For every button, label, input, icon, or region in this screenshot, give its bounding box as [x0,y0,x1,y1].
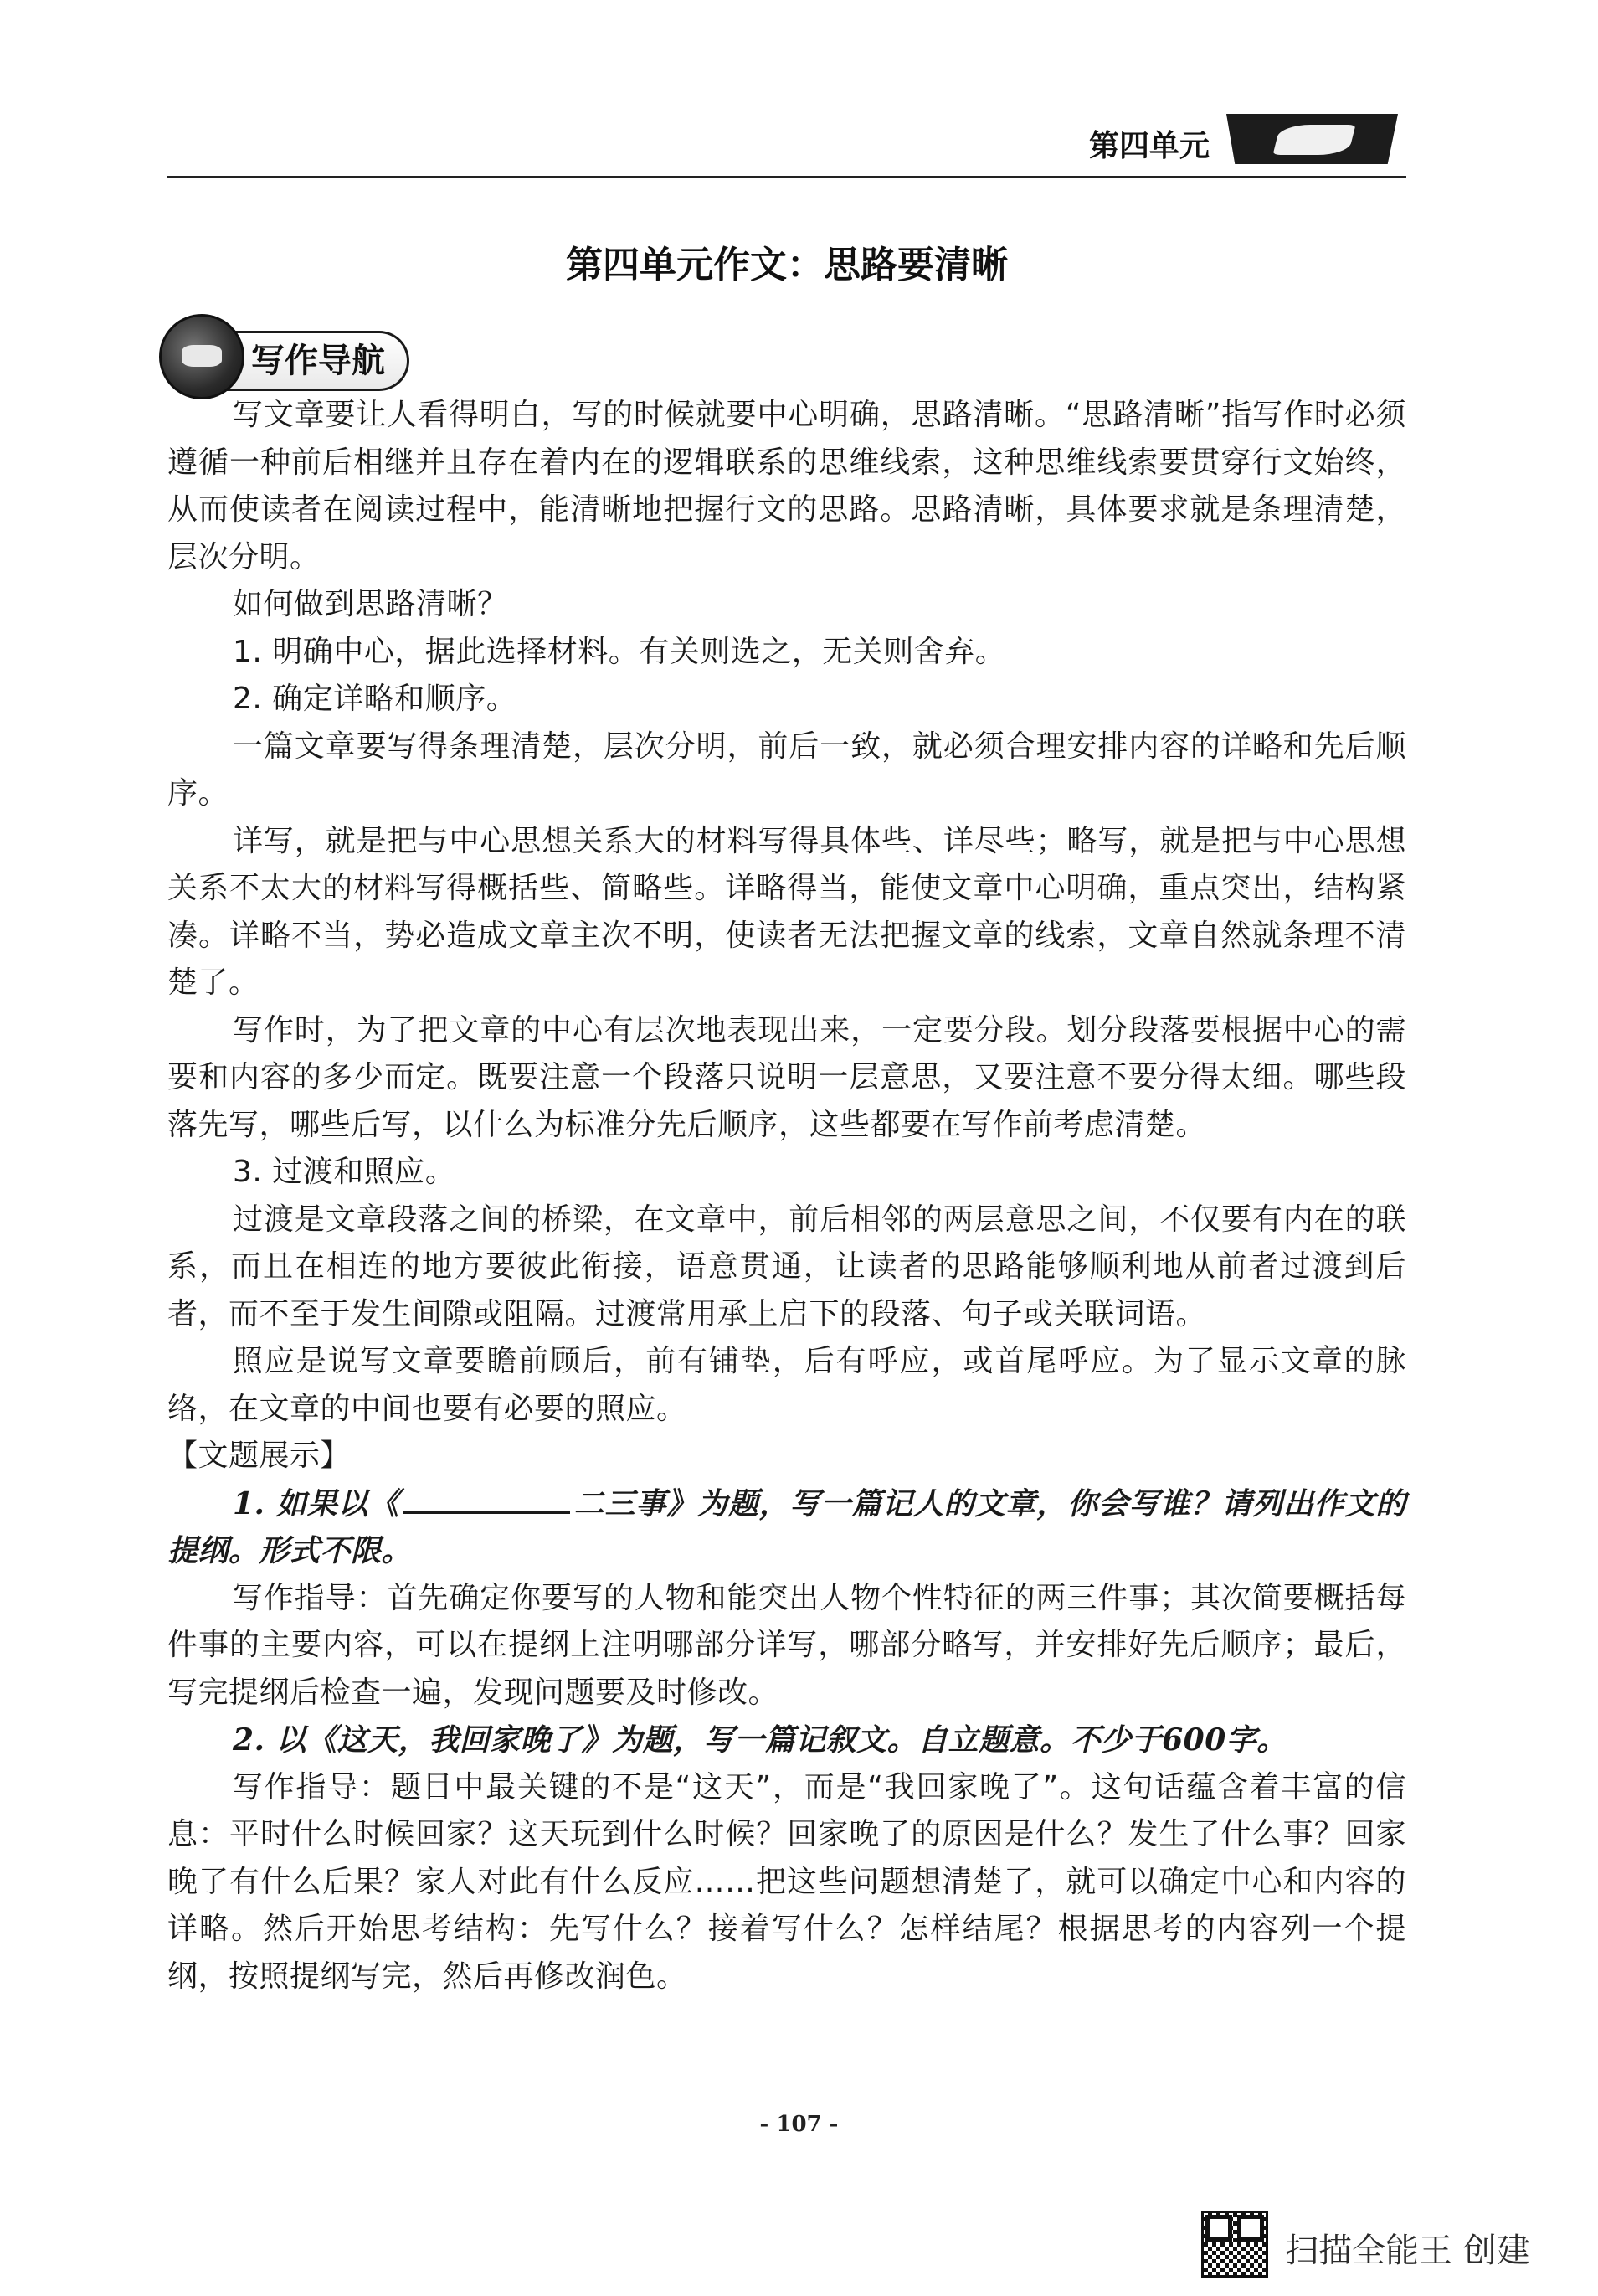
header-rule [167,176,1406,178]
circle-emblem-icon [159,314,244,399]
scanner-watermark [1201,2211,1586,2286]
article-body [167,392,1406,2000]
list-item: 2. 确定详略和顺序。 [233,682,517,716]
handwritten-logo-badge-icon [1226,114,1398,164]
page-number: - 107 - [759,2112,839,2137]
list-item: 3. 过渡和照应。 [233,1155,456,1189]
page-title: 第四单元作文：思路要清晰 [566,244,1008,286]
watermark-text: 扫描全能王 创建 [1285,2232,1530,2270]
exercise-prompt-end: 二三事》为题，写一篇记人的文章，你会写谁？请列出作文的提纲。形式不限。 [167,1485,1406,1568]
exercise-prompt-start: 1. 如果以《 [233,1485,400,1521]
unit-label: 第四单元 [1088,128,1210,163]
paragraph: 过渡是文章段落之间的桥梁，在文章中，前后相邻的两层意思之间，不仅要有内在的联系，而且在相连的地方要彼此衔接，语意贯通，让读者的思路能够顺利地从前者过渡到后者，而不至于发生间隙或阻隔。过渡常用承上启下的段落、句子或关联词语。 [167,1202,1406,1331]
paragraph: 写文章要让人看得明白，写的时候就要中心明确，思路清晰。“思路清晰”指写作时必须遵循一种前后相继并且存在着内在的逻辑联系的思维线索，这种思维线索要贯穿行文始终，从而使读者在阅读过程中，能清晰地把握行文的思路。思路清晰，具体要求就是条理清楚，层次分明。 [167,398,1406,574]
paragraph: 如何做到思路清晰？ [233,587,508,621]
writing-guide: 写作指导：题目中最关键的不是“这天”，而是“我回家晚了”。这句话蕴含着丰富的信息：平时什么时候回家？这天玩到什么时候？回家晚了的原因是什么？发生了什么事？回家晚了有什么后果？家人对此有什么反应……把这些问题想清楚了，就可以确定中心和内容的详略。然后开始思考结构：先写什么？接着写什么？怎样结尾？根据思考的内容列一个提纲，按照提纲写完，然后再修改润色。 [167,1769,1406,1994]
qr-code-icon [1201,2211,1268,2278]
list-item: 1. 明确中心，据此选择材料。有关则选之，无关则舍弃。 [233,634,1006,669]
exercise-prompt [167,1480,1406,1575]
running-header [167,109,1406,176]
paragraph: 一篇文章要写得条理清楚，层次分明，前后一致，就必须合理安排内容的详略和先后顺序。 [167,728,1406,811]
writing-guide: 写作指导：首先确定你要写的人物和能突出人物个性特征的两三件事；其次简要概括每件事的主要内容，可以在提纲上注明哪部分详写，哪部分略写，并安排好先后顺序；最后，写完提纲后检查一遍，发现问题要及时修改。 [167,1580,1406,1710]
section-badge [159,314,410,398]
paragraph: 照应是说写文章要瞻前顾后，前有铺垫，后有呼应，或首尾呼应。为了显示文章的脉络，在文章的中间也要有必要的照应。 [167,1344,1406,1426]
fill-in-blank [403,1481,570,1514]
section-badge-label: 写作导航 [218,331,409,391]
paragraph: 详写，就是把与中心思想关系大的材料写得具体些、详尽些；略写，就是把与中心思想关系不太大的材料写得概括些、简略些。详略得当，能使文章中心明确，重点突出，结构紧凑。详略不当，势必造成文章主次不明，使读者无法把握文章的线索，文章自然就条理不清楚了。 [167,823,1406,1000]
exercise-heading: 【文题展示】 [167,1439,352,1473]
exercise-prompt: 2. 以《这天，我回家晚了》为题，写一篇记叙文。自立题意。不少于600字。 [233,1722,1287,1758]
paragraph: 写作时，为了把文章的中心有层次地表现出来，一定要分段。划分段落要根据中心的需要和内容的多少而定。既要注意一个段落只说明一层意思，又要注意不要分得太细。哪些段落先写，哪些后写，以什么为标准分先后顺序，这些都要在写作前考虑清楚。 [167,1012,1406,1142]
